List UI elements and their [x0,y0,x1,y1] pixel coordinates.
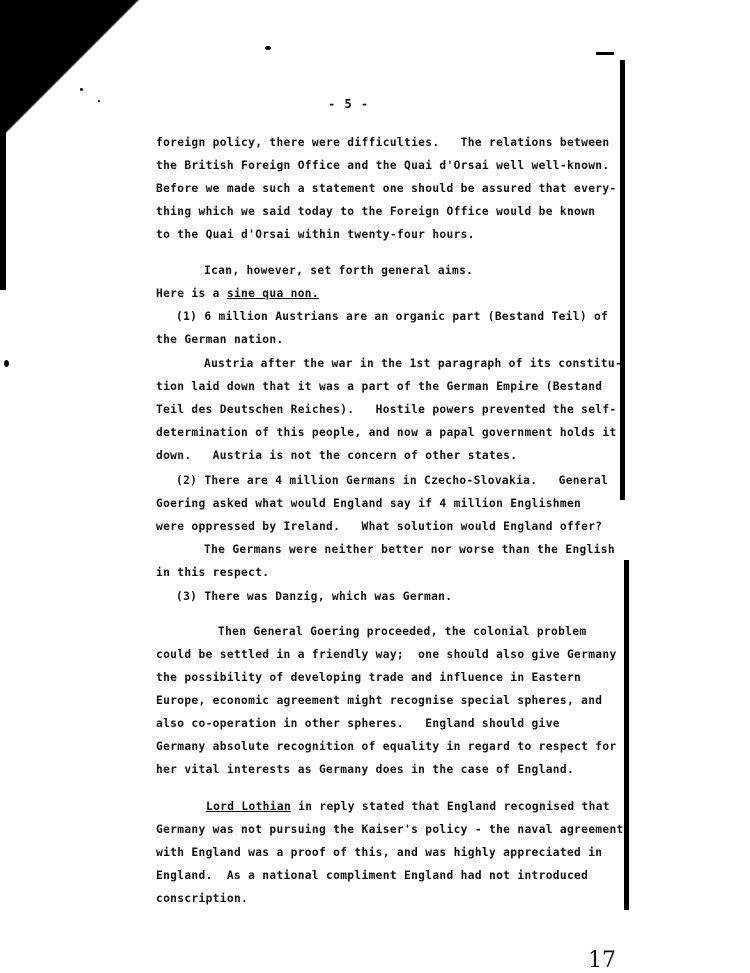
folded-corner [0,0,140,140]
text-line: her vital interests as Germany does in the case of England. [156,763,575,776]
page-number: - 5 - [328,97,370,111]
text-line: with England was a proof of this, and was highly appreciated in [156,846,603,859]
text-line: Austria after the war in the 1st paragraph of its constitu- [204,357,623,370]
text-line: (2) There are 4 million Germans in Czecho-Slovakia. General [176,474,609,487]
scan-speck [4,360,9,367]
text-line: Germany was not pursuing the Kaiser's policy - the naval agreement [156,823,624,836]
text-line: Goering asked what would England say if 4 million Englishmen [156,497,582,510]
text-line: were oppressed by Ireland. What solution would England offer? [156,520,603,533]
text-line: the possibility of developing trade and influence in Eastern [156,671,582,684]
scan-speck [265,46,271,50]
text-line: thing which we said today to the Foreign Office would be known [156,205,596,218]
text-line: could be settled in a friendly way; one should also give Germany [156,648,617,661]
text-line: down. Austria is not the concern of other states. [156,449,518,462]
text-line: the British Foreign Office and the Quai d'Orsai well well-known. [156,159,610,172]
scan-edge-right [620,60,625,500]
text-line: determination of this people, and now a papal government holds it [156,426,617,439]
text-line: in this respect. [156,566,270,579]
speaker-name: Lord Lothian [206,800,292,813]
scan-edge-right [624,560,629,910]
text-line [156,287,319,300]
scan-edge-left [0,130,6,290]
text-span: in reply stated that England recognised that [291,800,610,813]
text-line: Germany absolute recognition of equality in regard to respect for [156,740,617,753]
text-line: Teil des Deutschen Reiches). Hostile powers prevented the self- [156,403,617,416]
text-line [206,800,610,813]
text-line: tion laid down that it was a part of the German Empire (Bestand [156,380,603,393]
text-line: Ican, however, set forth general aims. [204,264,474,277]
underlined-phrase: sine qua non. [226,287,319,300]
text-line: (1) 6 million Austrians are an organic part (Bestand Teil) of [176,310,609,323]
text-line: England. As a national compliment England had not introduced [156,869,589,882]
text-span: Here is a [156,287,227,300]
text-line: Then General Goering proceeded, the colonial problem [218,625,587,638]
scan-speck [98,100,100,102]
handwritten-folio-number: 17 [588,948,616,973]
text-line: Before we made such a statement one should be assured that every- [156,182,617,195]
scan-speck [80,88,83,91]
text-line: conscription. [156,892,249,905]
text-line: to the Quai d'Orsai within twenty-four hours. [156,228,475,241]
text-line: Europe, economic agreement might recognise special spheres, and [156,694,603,707]
scan-mark [596,52,614,55]
text-line: foreign policy, there were difficulties. The relations between [156,136,610,149]
text-line: the German nation. [156,333,284,346]
text-line: also co-operation in other spheres. England should give [156,717,560,730]
text-line: (3) There was Danzig, which was German. [176,590,453,603]
text-line: The Germans were neither better nor worse than the English [204,543,615,556]
